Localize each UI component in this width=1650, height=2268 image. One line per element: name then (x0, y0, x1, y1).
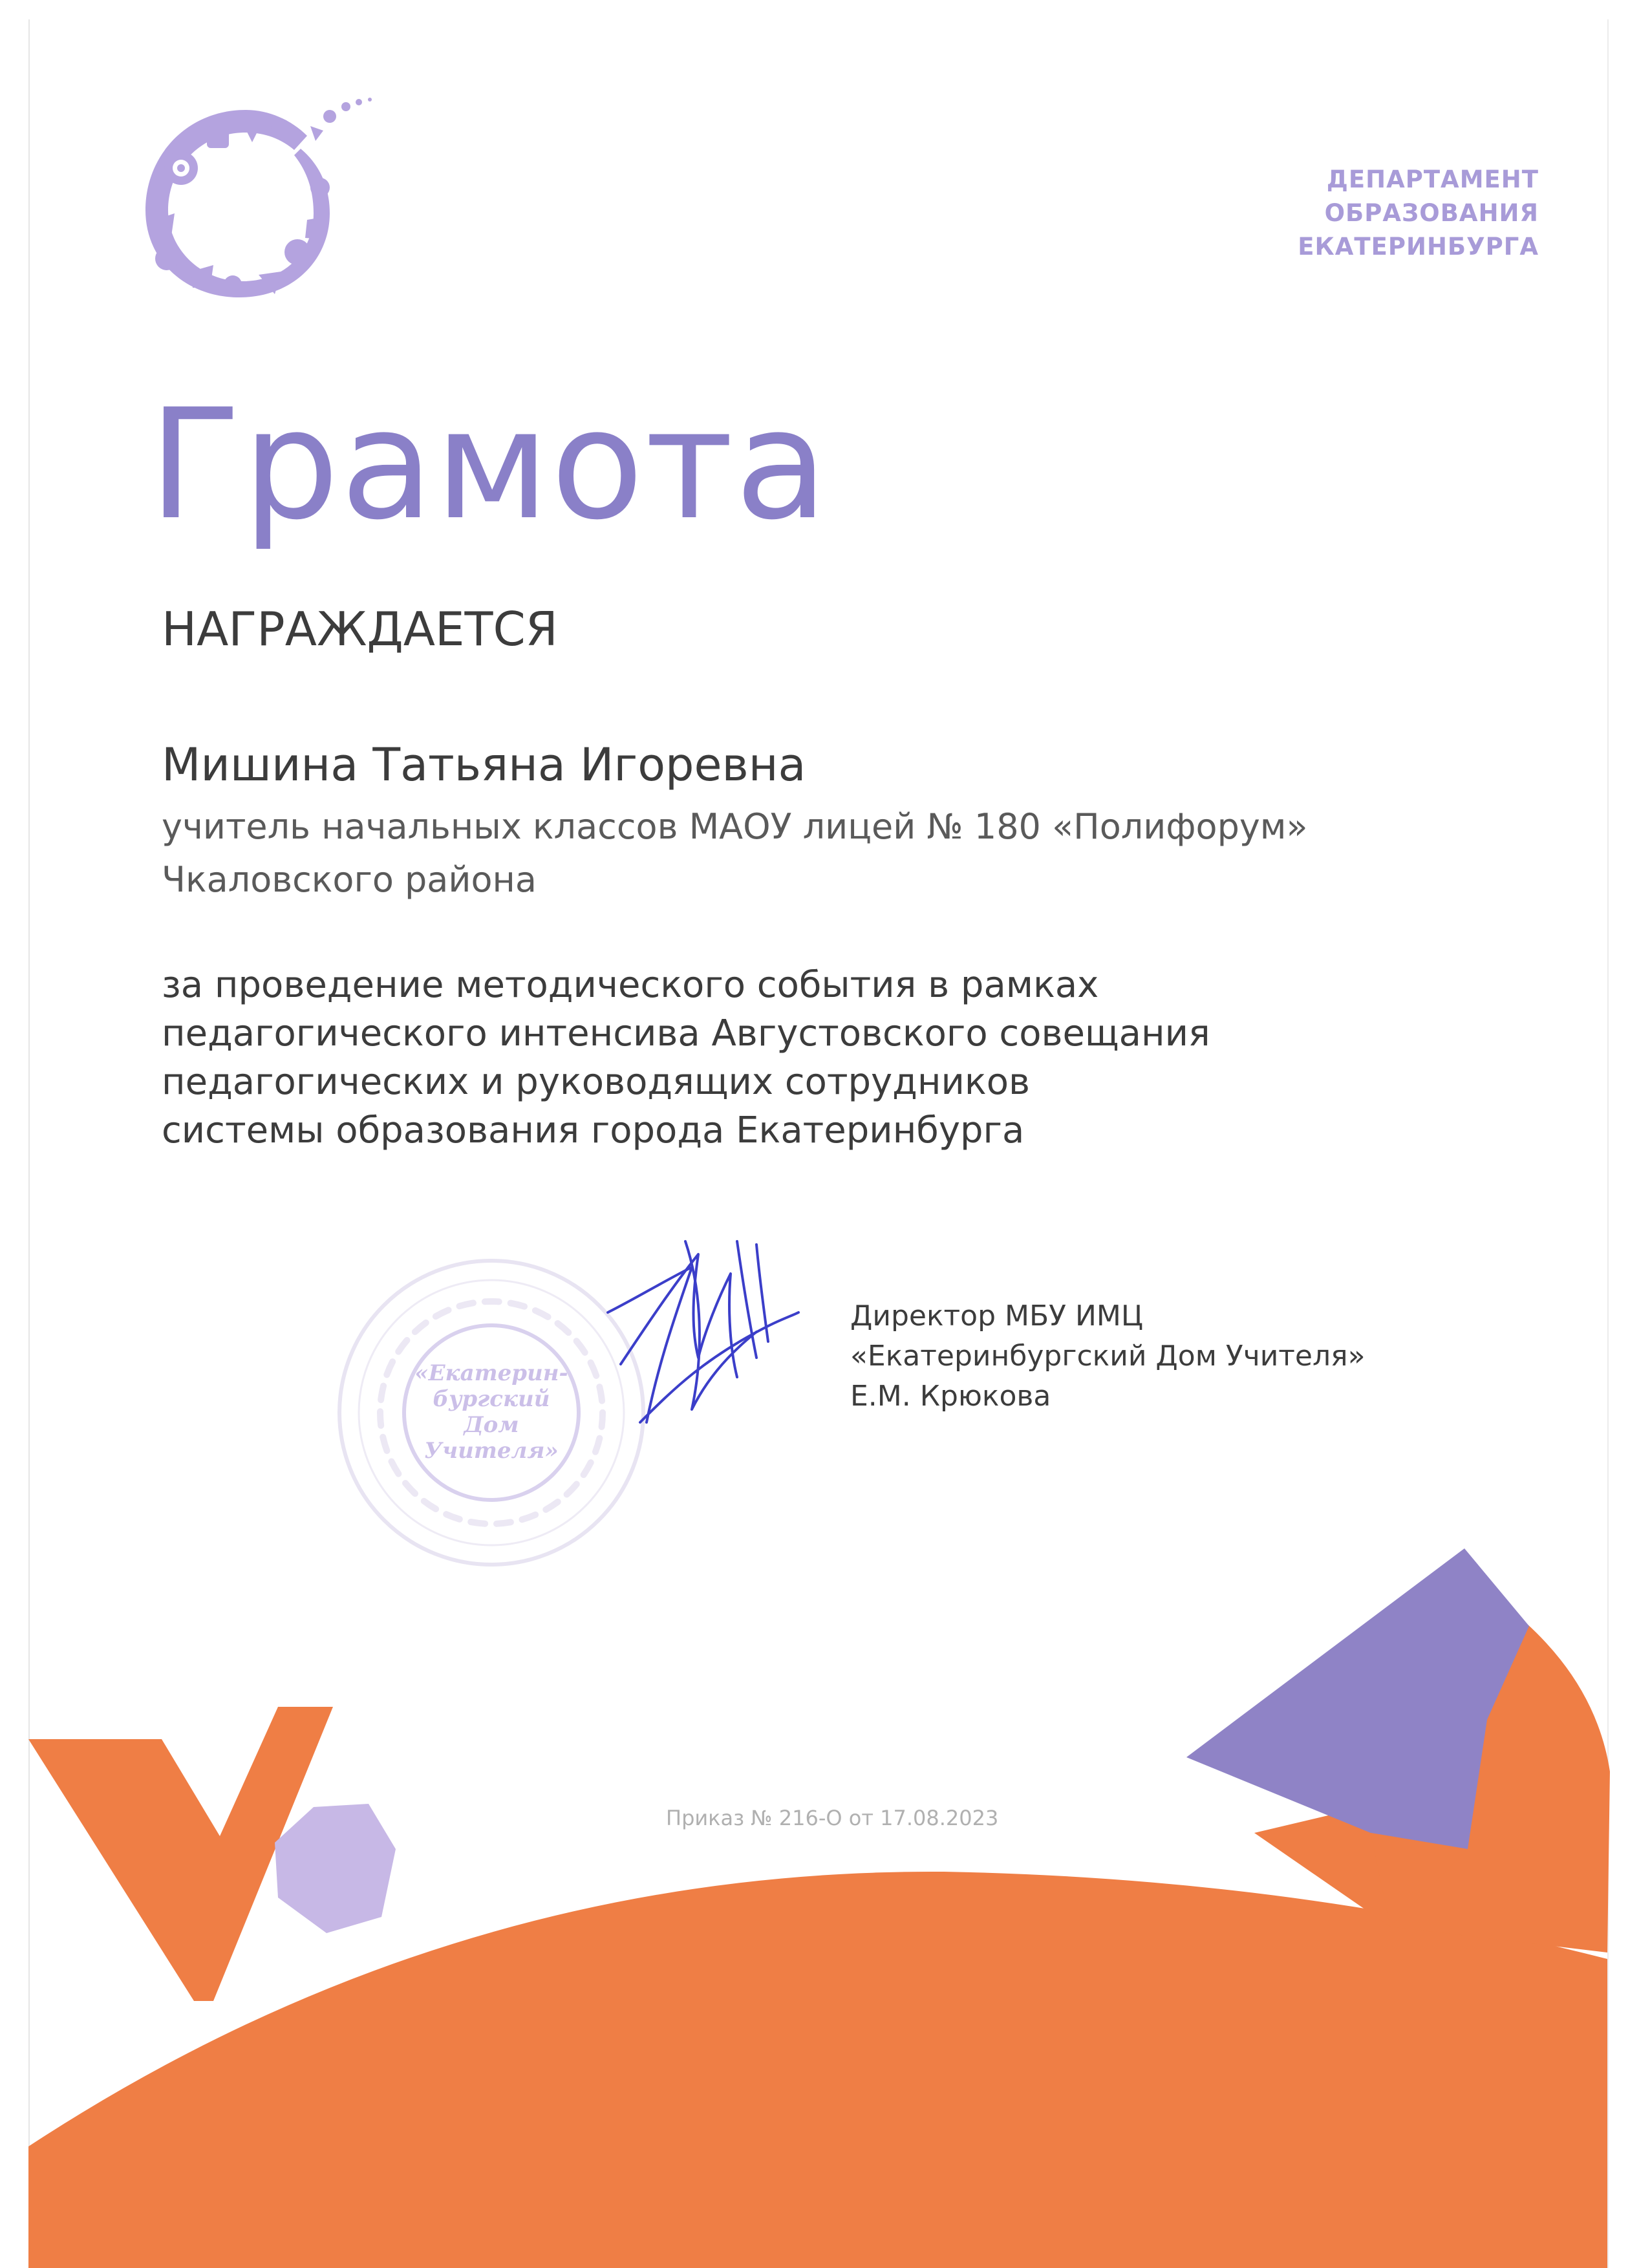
order-reference: Приказ № 216-О от 17.08.2023 (666, 1806, 999, 1830)
svg-text:«Екатерин-: «Екатерин- (414, 1360, 568, 1386)
awarded-label: НАГРАЖДАЕТСЯ (162, 602, 558, 656)
svg-text:бургский: бургский (433, 1386, 550, 1412)
department-name (1241, 163, 1539, 264)
award-reason-line: системы образования города Екатеринбурга (162, 1109, 1025, 1151)
award-reason (162, 961, 1210, 1155)
svg-text:Учителя»: Учителя» (424, 1438, 559, 1464)
department-name-line: ОБРАЗОВАНИЯ (1324, 199, 1539, 227)
signer-organization: «Екатеринбургский Дом Учителя» (850, 1340, 1366, 1373)
certificate-title: Грамота (149, 377, 830, 553)
svg-text:Дом: Дом (464, 1412, 519, 1438)
recipient-position-line: Чкаловского района (162, 859, 537, 900)
award-reason-line: педагогического интенсива Августовского совещания (162, 1012, 1210, 1054)
award-reason-line: за проведение методического события в рамках (162, 964, 1099, 1006)
department-name-line: ДЕПАРТАМЕНТ (1326, 166, 1539, 193)
recipient-name: Мишина Татьяна Игоревна (162, 738, 806, 791)
director-signature (595, 1228, 808, 1442)
department-logo (136, 91, 381, 310)
signer-title: Директор МБУ ИМЦ (850, 1300, 1143, 1332)
orange-arc-shape (28, 1872, 1607, 2268)
award-reason-line: педагогических и руководящих сотрудников (162, 1061, 1030, 1103)
recipient-position (162, 800, 1308, 906)
signer-block (850, 1296, 1366, 1417)
recipient-position-line: учитель начальных классов МАОУ лицей № 180 «Полифорум» (162, 806, 1308, 847)
department-name-line: ЕКАТЕРИНБУРГА (1298, 233, 1539, 261)
lilac-hexagon-shape (275, 1804, 396, 1933)
signer-name: Е.М. Крюкова (850, 1380, 1051, 1413)
